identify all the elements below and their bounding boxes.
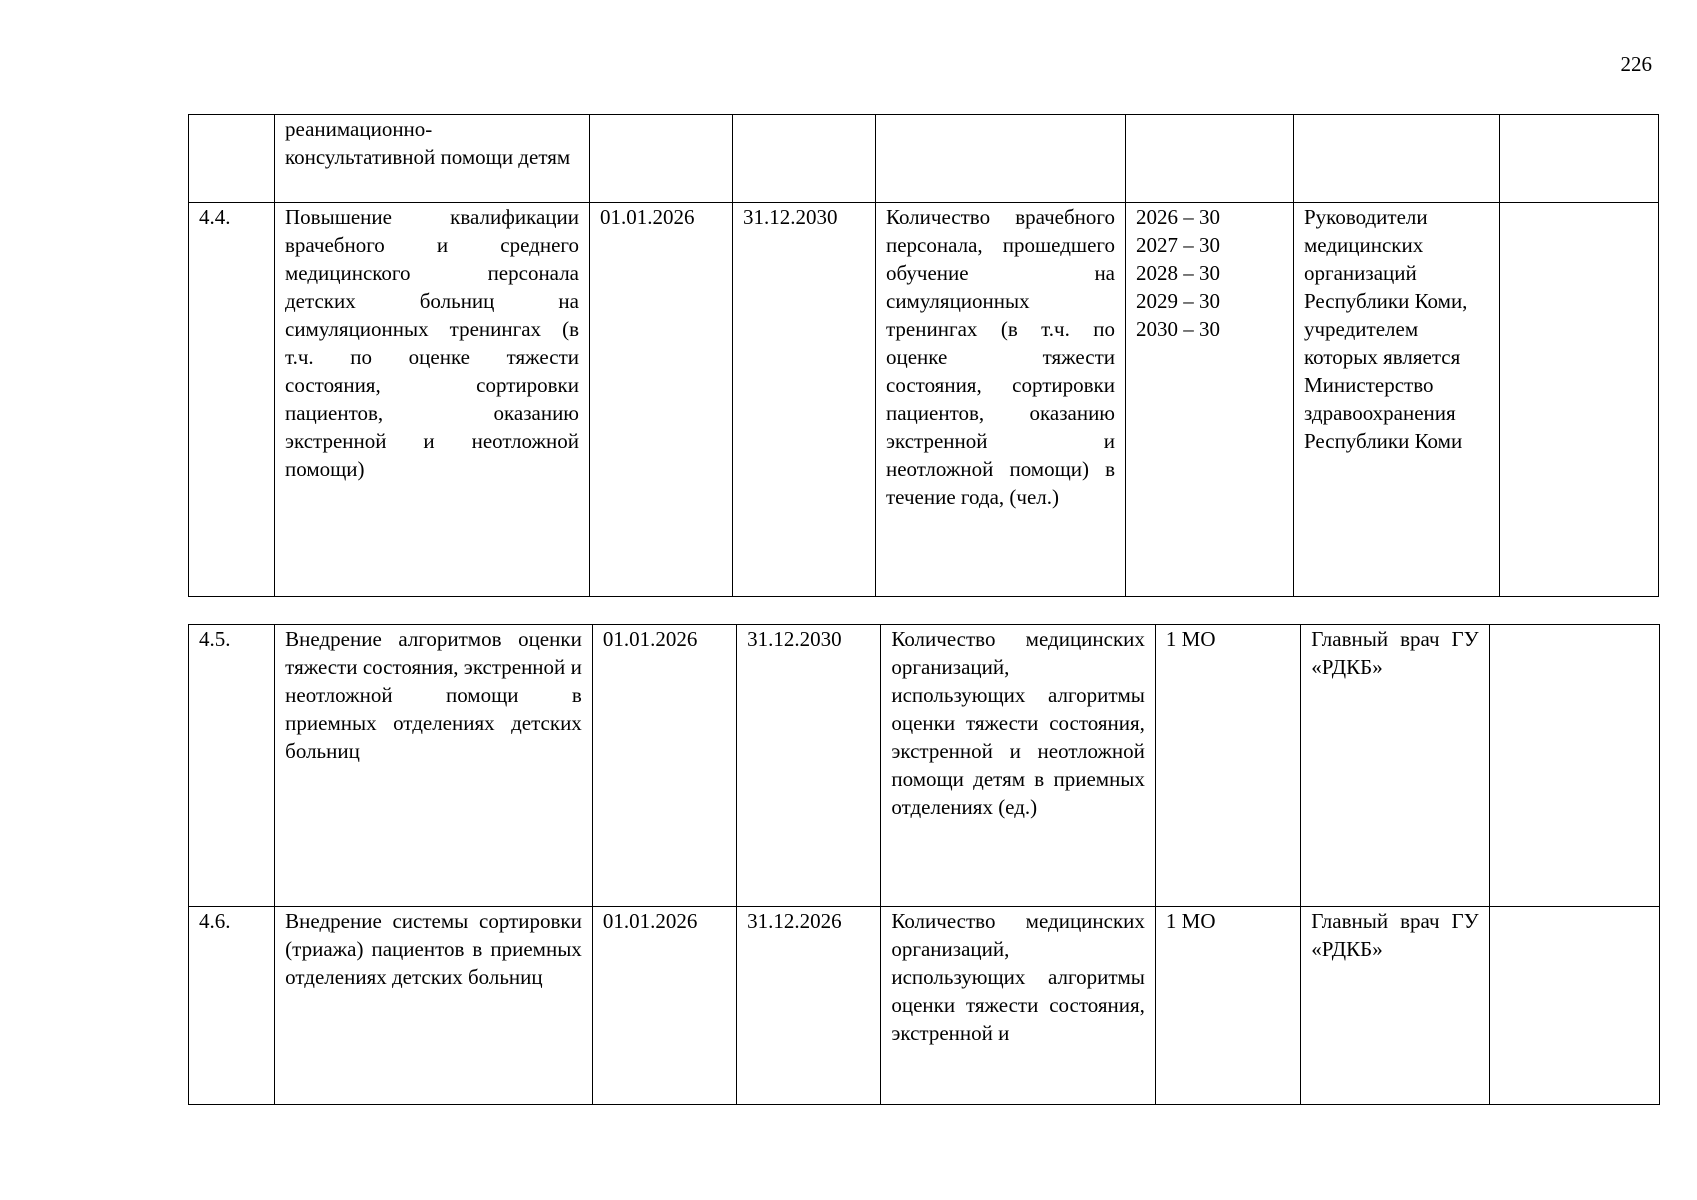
indicator-cell <box>876 115 1126 203</box>
plan-table-2 <box>188 624 1660 1105</box>
row-number: 4.4. <box>189 203 275 597</box>
responsible-cell: Главный врач ГУ «РДКБ» <box>1301 907 1489 1105</box>
responsible-cell: Руководители медицинских организаций Республики Коми, учредителем которых является Министерство здравоохранения Республики Коми <box>1294 203 1500 597</box>
plan-table-1 <box>188 114 1659 597</box>
activity-cell: реанимационно-консультативной помощи детям <box>275 115 590 203</box>
indicator-cell: Количество медицинских организаций, использующих алгоритмы оценки тяжести состояния, экстренной и <box>881 907 1156 1105</box>
notes-cell <box>1500 115 1659 203</box>
row-number: 4.5. <box>189 625 275 907</box>
indicator-cell: Количество медицинских организаций, использующих алгоритмы оценки тяжести состояния, экстренной и неотложной помощи детям в приемных отделениях (ед.) <box>881 625 1156 907</box>
activity-cell: Внедрение алгоритмов оценки тяжести состояния, экстренной и неотложной помощи в приемных отделениях детских больниц <box>275 625 593 907</box>
values-cell: 1 МО <box>1155 625 1300 907</box>
values-cell: 1 МО <box>1155 907 1300 1105</box>
notes-cell <box>1489 625 1659 907</box>
responsible-cell <box>1294 115 1500 203</box>
values-cell: 2026 – 30 2027 – 30 2028 – 30 2029 – 30 2030 – 30 <box>1126 203 1294 597</box>
start-date-cell <box>590 115 733 203</box>
start-date-cell: 01.01.2026 <box>592 625 736 907</box>
start-date-cell: 01.01.2026 <box>592 907 736 1105</box>
table-row <box>189 625 1660 907</box>
notes-cell <box>1500 203 1659 597</box>
table-row <box>189 907 1660 1105</box>
end-date-cell: 31.12.2030 <box>733 203 876 597</box>
notes-cell <box>1489 907 1659 1105</box>
row-number <box>189 115 275 203</box>
activity-cell: Внедрение системы сортировки (триажа) пациентов в приемных отделениях детских больниц <box>275 907 593 1105</box>
start-date-cell: 01.01.2026 <box>590 203 733 597</box>
values-cell <box>1126 115 1294 203</box>
table-row <box>189 203 1659 597</box>
responsible-cell: Главный врач ГУ «РДКБ» <box>1301 625 1489 907</box>
page-number: 226 <box>1620 52 1652 76</box>
indicator-cell: Количество врачебного персонала, прошедшего обучение на симуляционных тренингах (в т.ч. по оценке тяжести состояния, сортировки пациентов, оказанию экстренной и неотложной помощи) в течение года, (чел.) <box>876 203 1126 597</box>
table-row <box>189 115 1659 203</box>
end-date-cell: 31.12.2026 <box>737 907 881 1105</box>
row-number: 4.6. <box>189 907 275 1105</box>
end-date-cell <box>733 115 876 203</box>
end-date-cell: 31.12.2030 <box>737 625 881 907</box>
activity-cell: Повышение квалификации врачебного и среднего медицинского персонала детских больниц на симуляционных тренингах (в т.ч. по оценке тяжести состояния, сортировки пациентов, оказанию экстренной и неотложной помощи) <box>275 203 590 597</box>
